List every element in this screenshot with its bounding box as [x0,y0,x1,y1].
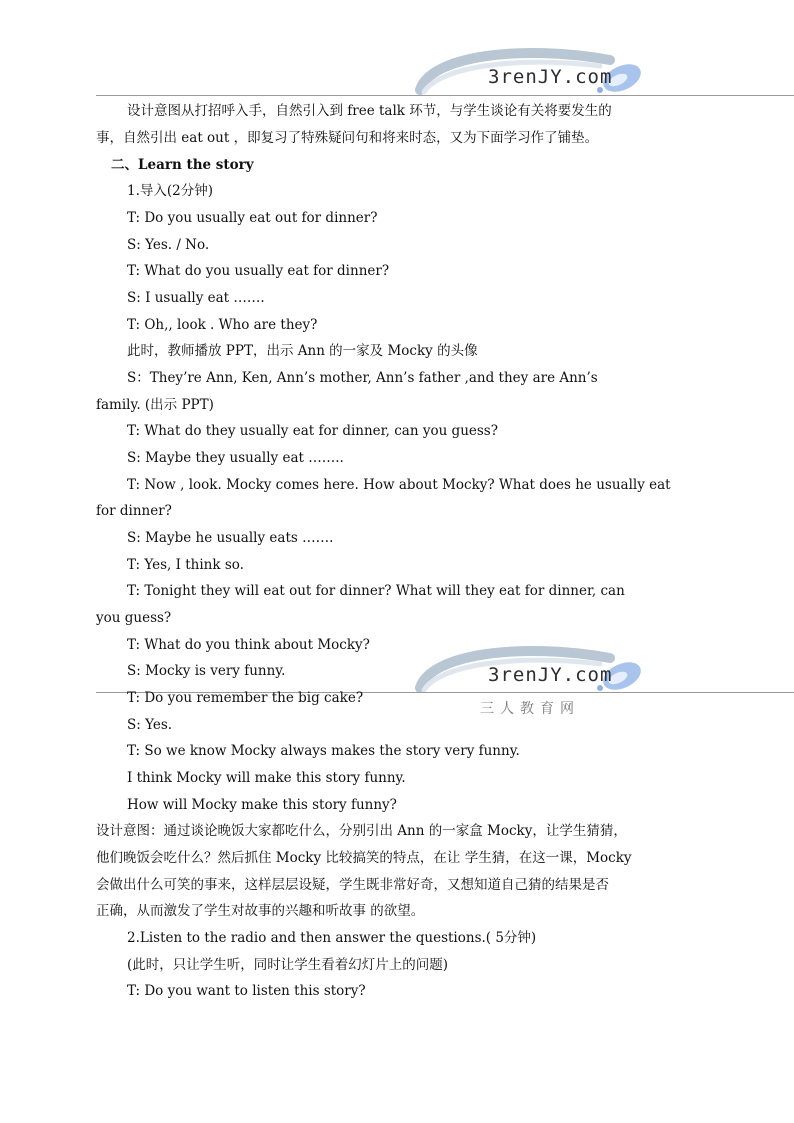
step-heading: 1.导入(2分钟) [127,183,214,199]
logo-text: 3renJY.com [488,66,613,88]
dialogue-line: S: Mocky is very funny. [127,663,286,679]
dialogue-line: you guess? [96,610,172,626]
dialogue-line: S: Maybe they usually eat …….. [127,450,344,466]
paragraph-line: (此时，只让学生听，同时让学生看着幻灯片上的问题) [127,957,449,973]
step-heading: 2.Listen to the radio and then answer the questions.( 5分钟) [127,930,537,946]
paragraph-line: 此时，教师播放 PPT，出示 Ann 的一家及 Mocky 的头像 [127,343,478,359]
dialogue-line: T: What do they usually eat for dinner, can you guess? [127,423,498,439]
dialogue-line: T: Do you want to listen this story? [127,983,366,999]
watermark-logo-middle [410,644,650,724]
dialogue-line: T: Tonight they will eat out for dinner? What will they eat for dinner, can [127,583,625,599]
dialogue-line: S: Yes. / No. [127,237,210,253]
paragraph-line: 正确，从而激发了学生对故事的兴趣和听故事 的欲望。 [96,903,425,919]
section-heading: 二、Learn the story [111,157,254,173]
dialogue-line: I think Mocky will make this story funny. [127,770,406,786]
dialogue-line: S: Maybe he usually eats ……. [127,530,334,546]
dialogue-line: T: Do you usually eat out for dinner? [127,210,378,226]
dialogue-line: How will Mocky make this story funny? [127,797,397,813]
logo-text: 3renJY.com [488,664,613,686]
dialogue-line: family. (出示 PPT) [96,397,214,413]
logo-subtext: 三人教育网 [480,701,580,717]
dialogue-line: S: I usually eat ……. [127,290,265,306]
paragraph-line: 事，自然引出 eat out ，即复习了特殊疑问句和将来时态，又为下面学习作了铺垫。 [96,130,599,146]
paragraph-line: 会做出什么可笑的事来，这样层层设疑，学生既非常好奇，又想知道自己猜的结果是否 [96,877,609,893]
dialogue-line: T: Now , look. Mocky comes here. How about Mocky? What does he usually eat [127,477,671,493]
dialogue-line: for dinner? [96,503,172,519]
dialogue-line: S: Yes. [127,717,173,733]
dialogue-line: T: What do you think about Mocky? [127,637,370,653]
dialogue-line: T: Do you remember the big cake? [127,690,364,706]
paragraph-line: 设计意图从打招呼入手，自然引入到 free talk 环节，与学生谈论有关将要发生的 [127,103,612,119]
dialogue-line: S：They’re Ann, Ken, Ann’s mother, Ann’s father ,and they are Ann’s [127,370,598,386]
paragraph-line: 他们晚饭会吃什么？然后抓住 Mocky 比较搞笑的特点，在让 学生猜，在这一课，Mocky [96,850,632,866]
dialogue-line: T: Oh,, look . Who are they? [127,317,318,333]
header-rule [96,95,794,96]
paragraph-line: 设计意图：通过谈论晚饭大家都吃什么，分别引出 Ann 的一家盒 Mocky，让学生猜猜， [96,823,627,839]
dialogue-line: T: What do you usually eat for dinner? [127,263,390,279]
dialogue-line: T: So we know Mocky always makes the story very funny. [127,743,520,759]
dialogue-line: T: Yes, I think so. [127,557,244,573]
